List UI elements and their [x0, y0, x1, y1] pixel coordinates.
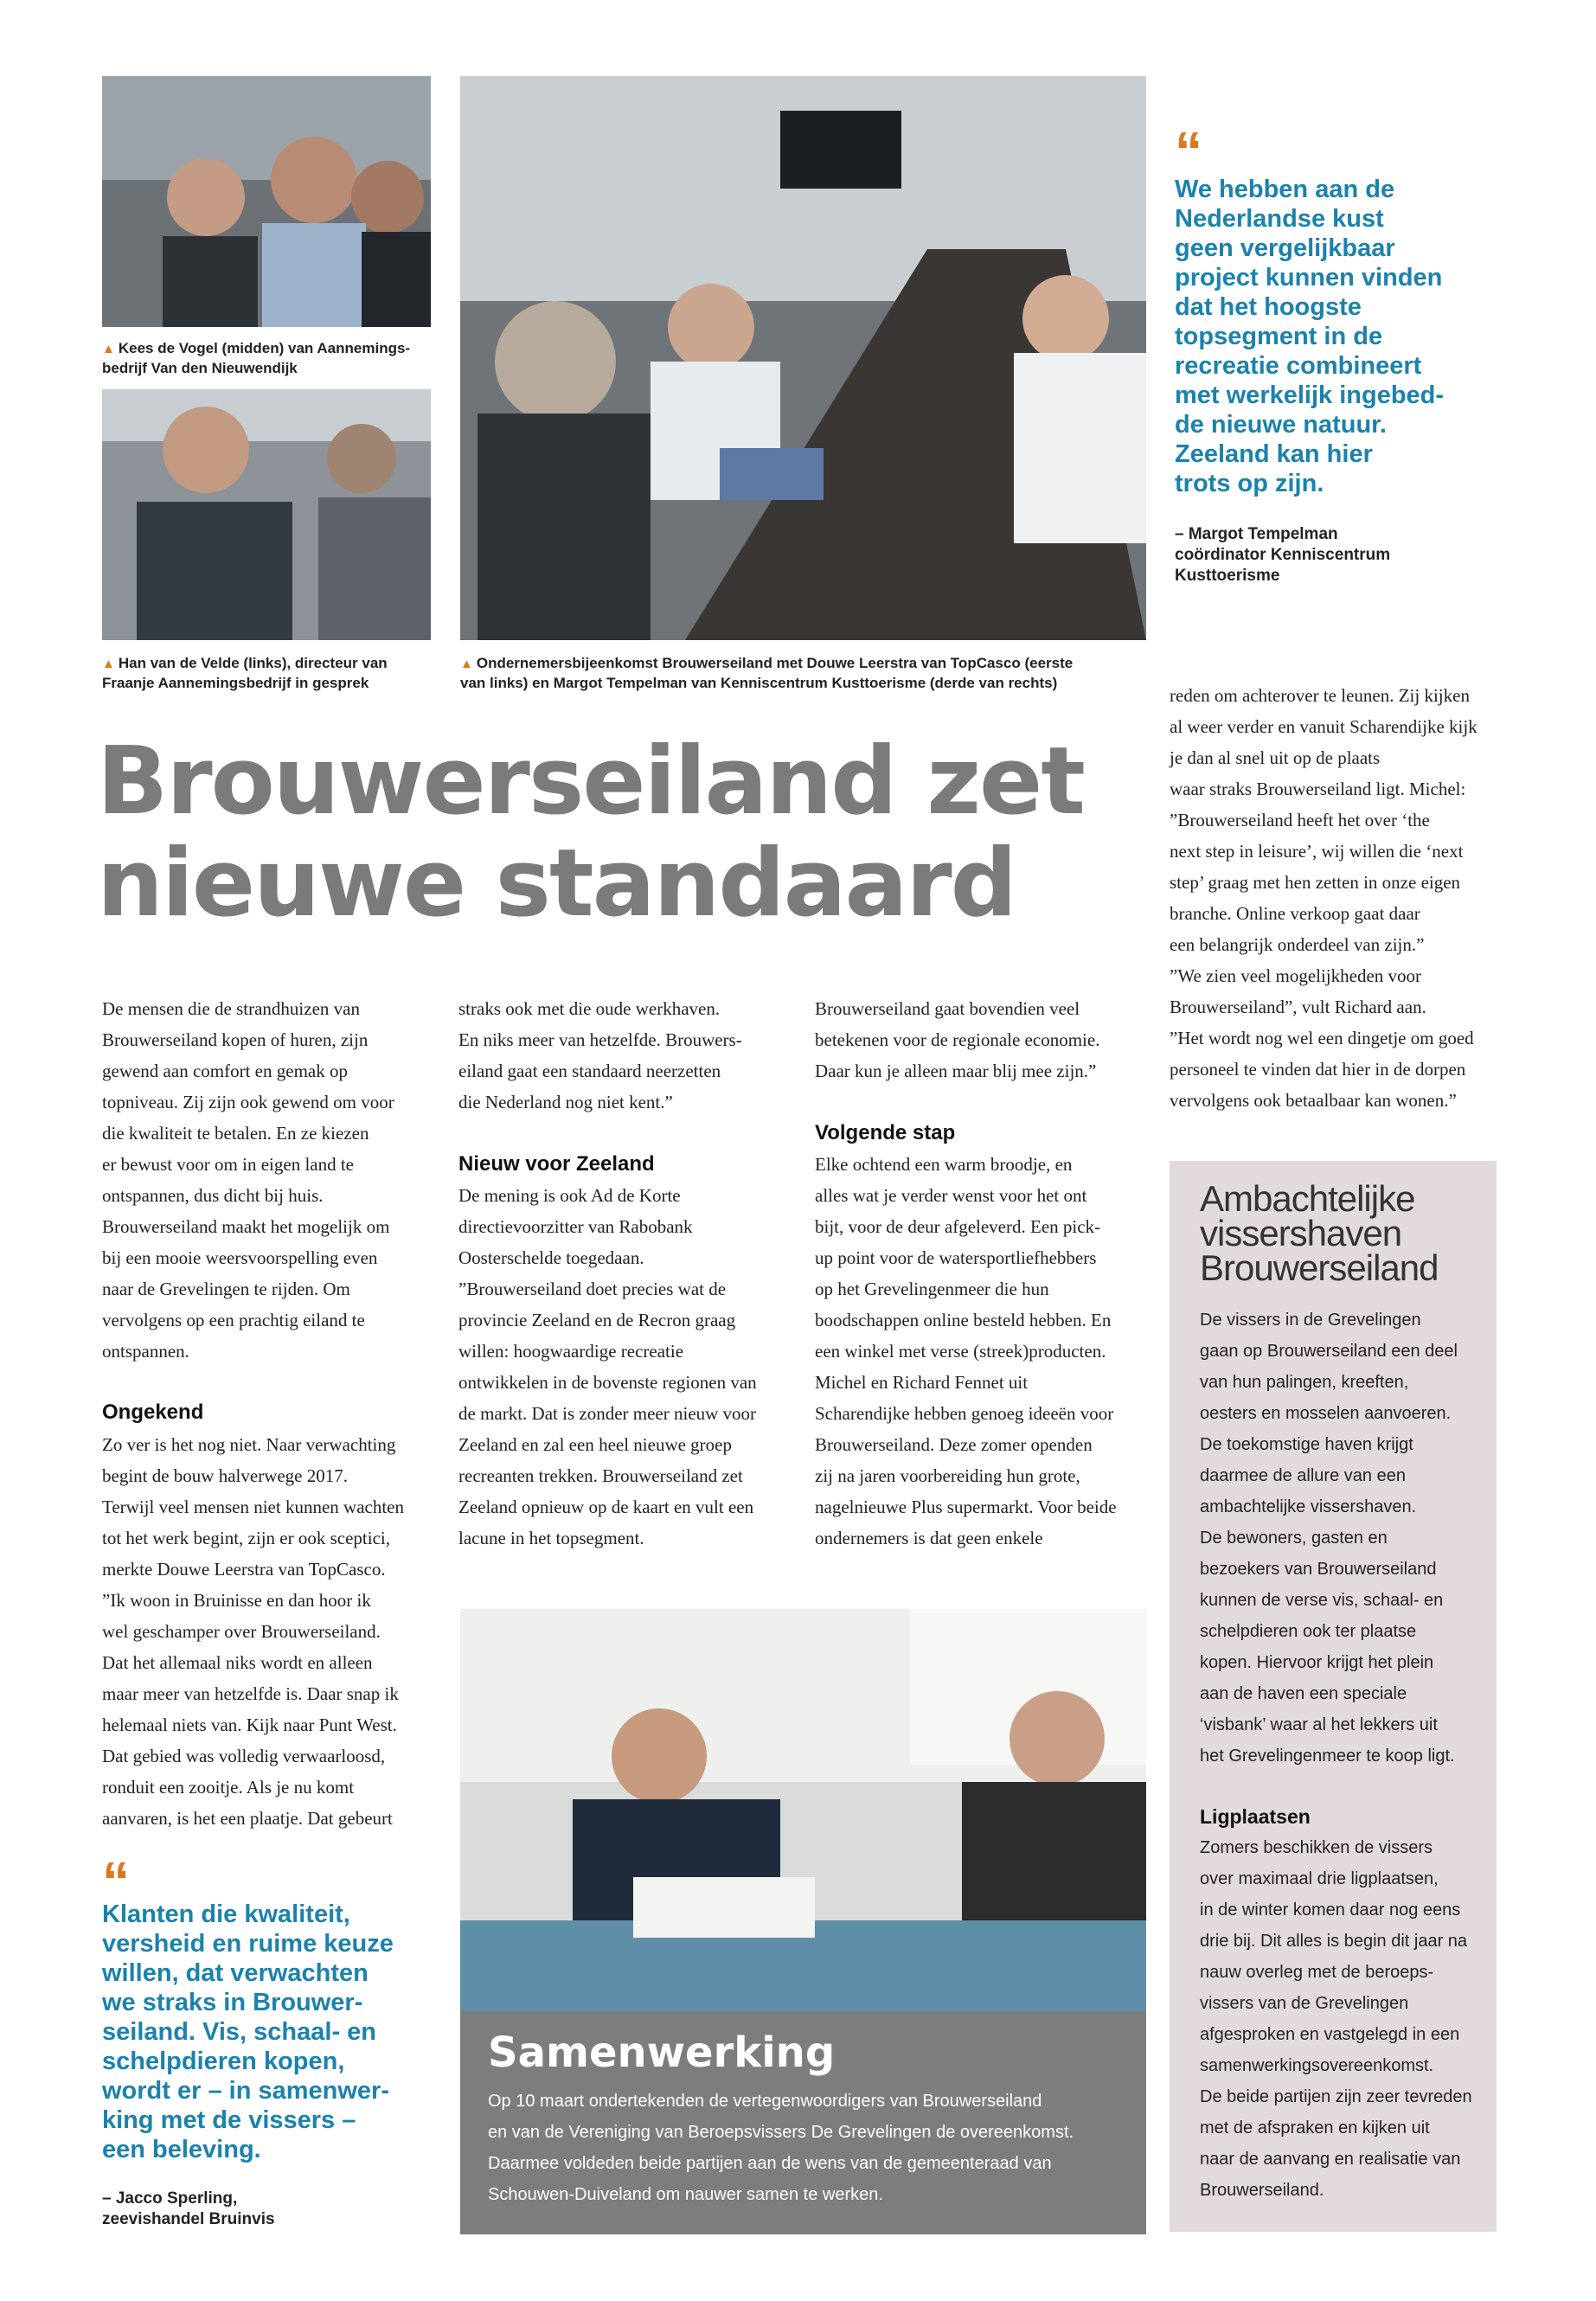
photo-samenwerking-signing — [460, 1609, 1146, 2011]
column-3-paragraph-2: Elke ochtend een warm broodje, en alles wat je verder wenst voor het ont bijt, voor de deur afgeleverd. Een pick- up point voor de watersportliefhebbers op het Grevelingenmeer die hun boodschappen online besteld hebben. En een winkel met verse (streek)producten. Michel en Richard Fennet uit Scharendijke hebben genoeg ideeën voor Brouwerseiland. Deze zomer openden zij na jaren voorbereiding hun grote, nagelnieuwe Plus supermarkt. Voor beide ondernemers is dat geen enkele — [815, 1154, 1117, 1548]
samenwerking-box — [460, 2011, 1146, 2234]
triangle-icon: ▲ — [102, 657, 115, 671]
samenwerking-title: Samenwerking — [488, 2029, 836, 2077]
column-2-paragraph-1: straks ook met die oude werkhaven. En niks meer van hetzelfde. Brouwers- eiland gaat een standaard neerzetten die Nederland nog niet kent.” — [458, 998, 742, 1112]
photo-han-van-de-velde — [102, 389, 431, 640]
samenwerking-body: Op 10 maart ondertekenden de vertegenwoordigers van Brouwerseiland en van de Vereniging van Beroepsvissers De Grevelingen de overeenkomst. Daarmee voldeden beide partijen aan de wens van de gemeenteraad van Schouwen-Duiveland om nauwer samen te werken. — [488, 2092, 1074, 2204]
triangle-icon: ▲ — [460, 657, 473, 671]
photo-ondernemersbijeenkomst — [460, 76, 1146, 640]
quote-author-sperling: – Jacco Sperling, zeevishandel Bruinvis — [102, 2189, 275, 2228]
caption-text: Ondernemersbijeenkomst Brouwerseiland met Douwe Leerstra van TopCasco (eerste van links) en Margot Tempelman van Kenniscentrum Kusttoerisme (derde van rechts) — [460, 655, 1074, 691]
caption-text: Kees de Vogel (midden) van Aannemings- bedrijf Van den Nieuwendijk — [102, 340, 411, 376]
caption-kees-de-vogel — [102, 339, 448, 378]
caption-han-van-de-velde — [102, 654, 448, 693]
sidebar-paragraph-1: De vissers in de Grevelingen gaan op Brouwerseiland een deel van hun palingen, kreeften, oesters en mosselen aanvoeren. De toekomstige haven krijgt daarmee de allure van een ambachtelijke vissershaven. De bewoners, gasten en bezoekers van Brouwerseiland kunnen de verse vis, schaal- en schelpdieren ook ter plaatse kopen. Hiervoor krijgt het plein aan de haven een speciale ‘visbank’ waar al het lekkers uit het Grevelingenmeer te koop ligt. — [1200, 1311, 1458, 1766]
photo-samenwerking-signing-image — [460, 1609, 1146, 2011]
column-1-paragraph-2: Zo ver is het nog niet. Naar verwachting begint de bouw halverwege 2017. Terwijl veel mensen niet kunnen wachten tot het werk begint, zijn er ook sceptici, merkte Douwe Leerstra van TopCasco. ”Ik woon in Bruinisse en dan hoor ik wel geschamper over Brouwerseiland. Dat het allemaal niks wordt en alleen maar meer van hetzelfde is. Daar snap ik helemaal niets van. Kijk naar Punt West. Dat gebied was volledig verwaarloosd, ronduit een zooitje. Als je nu komt aanvaren, is het een plaatje. Dat gebeurt — [102, 1434, 404, 1829]
quote-mark-icon: “ — [1175, 120, 1202, 183]
quote-mark-icon: “ — [102, 1850, 130, 1913]
subheading-volgende-stap: Volgende stap — [815, 1121, 956, 1144]
triangle-icon: ▲ — [102, 342, 115, 356]
sidebar-paragraph-2: Zomers beschikken de vissers over maximaal drie ligplaatsen, in de winter komen daar nog eens drie bij. Dit alles is begin dit jaar na nauw overleg met de beroeps- vissers van de Grevelingen afgesproken en vastgelegd in een samenwerkingsovereenkomst. De beide partijen zijn zeer tevreden met de afspraken en kijken uit naar de aanvang en realisatie van Brouwerseiland. — [1200, 1838, 1472, 2200]
sidebar-subheading-ligplaatsen: Ligplaatsen — [1200, 1805, 1311, 1828]
sidebar-vissershaven — [1170, 1161, 1497, 2232]
column-3-paragraph-1: Brouwerseiland gaat bovendien veel betekenen voor de regionale economie. Daar kun je alleen maar blij mee zijn.” — [815, 998, 1100, 1081]
pull-quote-tempelman: We hebben aan de Nederlandse kust geen vergelijkbaar project kunnen vinden dat het hoogste topsegment in de recreatie combineert met werkelijk ingebed- de nieuwe natuur. Zeeland kan hier trots op zijn. — [1175, 176, 1445, 497]
quote-author-tempelman: – Margot Tempelman coördinator Kenniscentrum Kusttoerisme — [1175, 525, 1391, 585]
pull-quote-sperling: Klanten die kwaliteit, versheid en ruime keuze willen, dat verwachten we straks in Brouwer- seiland. Vis, schaal- en schelpdieren kopen, wordt er – in samenwer- king met de vissers – een beleving. — [102, 1900, 394, 2163]
caption-ondernemersbijeenkomst — [460, 654, 1152, 693]
photo-kees-de-vogel — [102, 76, 431, 327]
column-4-paragraph-1: reden om achterover te leunen. Zij kijken al weer verder en vanuit Scharendijke kijk je dan al snel uit op de plaats waar straks Brouwerseiland ligt. Michel: ”Brouwerseiland heeft het over ‘the next step in leisure’, wij willen die ‘next step’ graag met hen zetten in onze eigen branche. Online verkoop gaat daar een belangrijk onderdeel van zijn.” ”We zien veel mogelijkheden voor Brouwerseiland”, vult Richard aan. ”Het wordt nog wel een dingetje om goed personeel te vinden dat hier in de dorpen vervolgens ook betaalbaar kan wonen.” — [1170, 685, 1477, 1111]
subheading-ongekend: Ongekend — [102, 1400, 204, 1424]
column-1-paragraph-1: De mensen die de strandhuizen van Brouwerseiland kopen of huren, zijn gewend aan comfort en gemak op topniveau. Zij zijn ook gewend om voor die kwaliteit te betalen. En ze kiezen er bewust voor om in eigen land te ontspannen, dus dicht bij huis. Brouwerseiland maakt het mogelijk om bij een mooie weersvoorspelling even naar de Grevelingen te rijden. Om vervolgens op een prachtig eiland te ontspannen. — [102, 998, 394, 1362]
column-2-paragraph-2: De mening is ook Ad de Korte directievoorzitter van Rabobank Oosterschelde toegedaan. ”Brouwerseiland doet precies wat de provincie Zeeland en de Recron graag willen: hoogwaardige recreatie ontwikkelen in de bovenste regionen van de markt. Dat is zonder meer nieuw voor Zeeland en zal een heel nieuwe groep recreanten trekken. Brouwerseiland zet Zeeland opnieuw op de kaart en vult een lacune in het topsegment. — [458, 1185, 757, 1548]
photo-han-van-de-velde-image — [102, 389, 431, 640]
subheading-nieuw-voor-zeeland: Nieuw voor Zeeland — [458, 1152, 655, 1176]
headline: Brouwerseiland zet nieuwe standaard — [97, 727, 1084, 938]
caption-text: Han van de Velde (links), directeur van Fraanje Aannemingsbedrijf in gesprek — [102, 655, 388, 691]
sidebar-title: Ambachtelijke vissershaven Brouwerseiland — [1200, 1178, 1439, 1288]
photo-kees-de-vogel-image — [102, 76, 431, 327]
photo-ondernemersbijeenkomst-image — [460, 76, 1146, 640]
